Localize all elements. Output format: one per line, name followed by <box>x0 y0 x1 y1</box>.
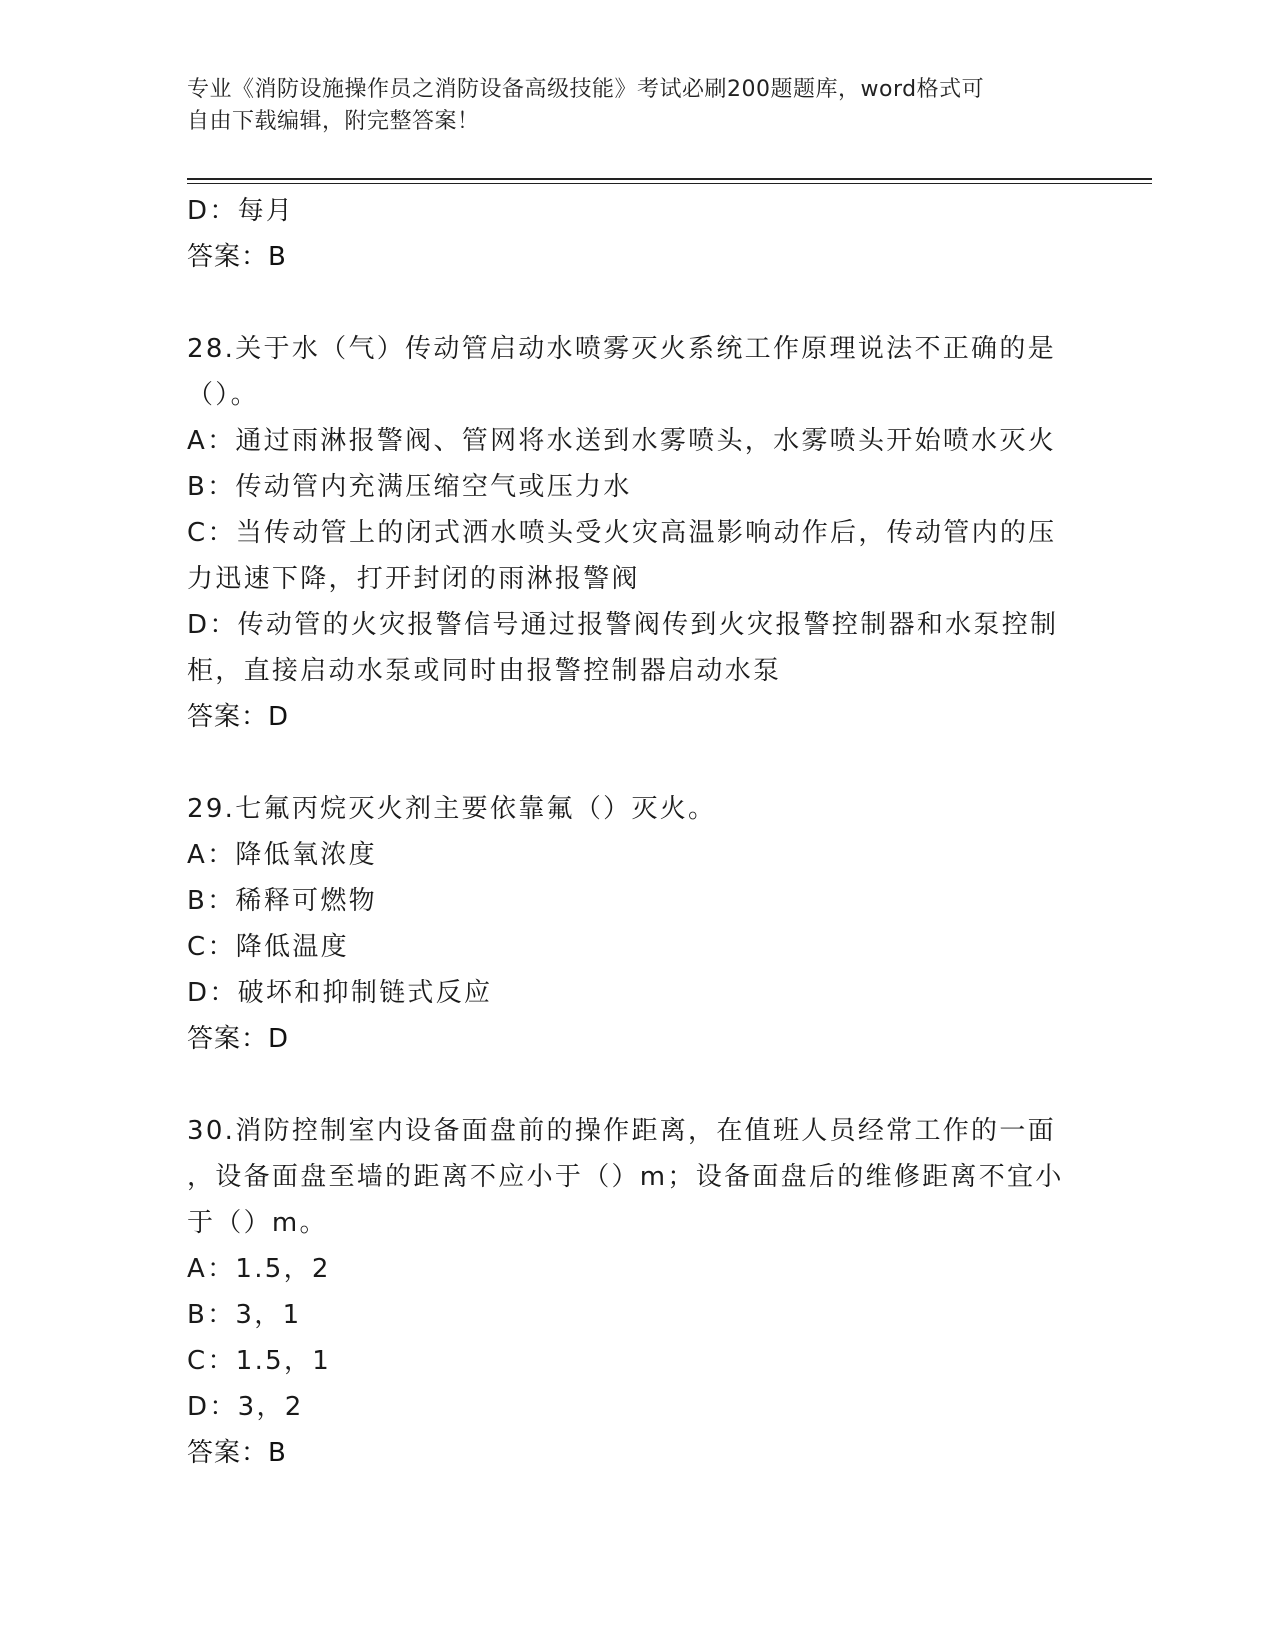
option-c: C：1.5，1 <box>187 1346 332 1376</box>
question-list <box>187 188 1087 1476</box>
answer: 答案：B <box>187 1438 287 1468</box>
spacer <box>187 1062 1087 1108</box>
option-d: D：传动管的火灾报警信号通过报警阀传到火灾报警控制器和水泵控制 <box>187 610 1059 640</box>
question-stem-cont: 于（）m。 <box>187 1208 328 1238</box>
option-d-cont: 柜，直接启动水泵或同时由报警控制器启动水泵 <box>187 656 782 686</box>
question-stem: 28.关于水（气）传动管启动水喷雾灭火系统工作原理说法不正确的是 <box>187 334 1056 364</box>
option-a: A：1.5，2 <box>187 1254 331 1284</box>
question-stem-cont: ，设备面盘至墙的距离不应小于（）m；设备面盘后的维修距离不宜小 <box>187 1162 1064 1192</box>
header-rule-thin <box>187 183 1152 184</box>
document-header <box>187 74 1087 138</box>
option-b: B：稀释可燃物 <box>187 886 377 916</box>
option-d: D：3，2 <box>187 1392 304 1422</box>
option-a: A：降低氧浓度 <box>187 840 377 870</box>
spacer <box>187 280 1087 326</box>
answer: 答案：B <box>187 242 287 272</box>
question-stem-cont: （）。 <box>187 380 259 410</box>
header-rule-thick <box>187 178 1152 180</box>
option-d: D：破坏和抑制链式反应 <box>187 978 493 1008</box>
header-line-2: 自由下载编辑，附完整答案！ <box>187 109 480 134</box>
question-stem: 30.消防控制室内设备面盘前的操作距离，在值班人员经常工作的一面 <box>187 1116 1056 1146</box>
question-29 <box>187 786 1087 1062</box>
option-b: B：3，1 <box>187 1300 302 1330</box>
option-b: B：传动管内充满压缩空气或压力水 <box>187 472 632 502</box>
answer: 答案：D <box>187 1024 290 1054</box>
option-c-cont: 力迅速下降，打开封闭的雨淋报警阀 <box>187 564 640 594</box>
question-27-tail <box>187 188 1087 280</box>
option-d: D：每月 <box>187 196 295 226</box>
option-a: A：通过雨淋报警阀、管网将水送到水雾喷头，水雾喷头开始喷水灭火 <box>187 426 1057 456</box>
question-28 <box>187 326 1087 740</box>
answer: 答案：D <box>187 702 290 732</box>
question-stem: 29.七氟丙烷灭火剂主要依靠氟（）灭火。 <box>187 794 717 824</box>
question-30 <box>187 1108 1087 1476</box>
header-line-1: 专业《消防设施操作员之消防设备高级技能》考试必刷200题题库，word格式可 <box>187 77 985 102</box>
option-c: C：当传动管上的闭式洒水喷头受火灾高温影响动作后，传动管内的压 <box>187 518 1057 548</box>
spacer <box>187 740 1087 786</box>
option-c: C：降低温度 <box>187 932 349 962</box>
